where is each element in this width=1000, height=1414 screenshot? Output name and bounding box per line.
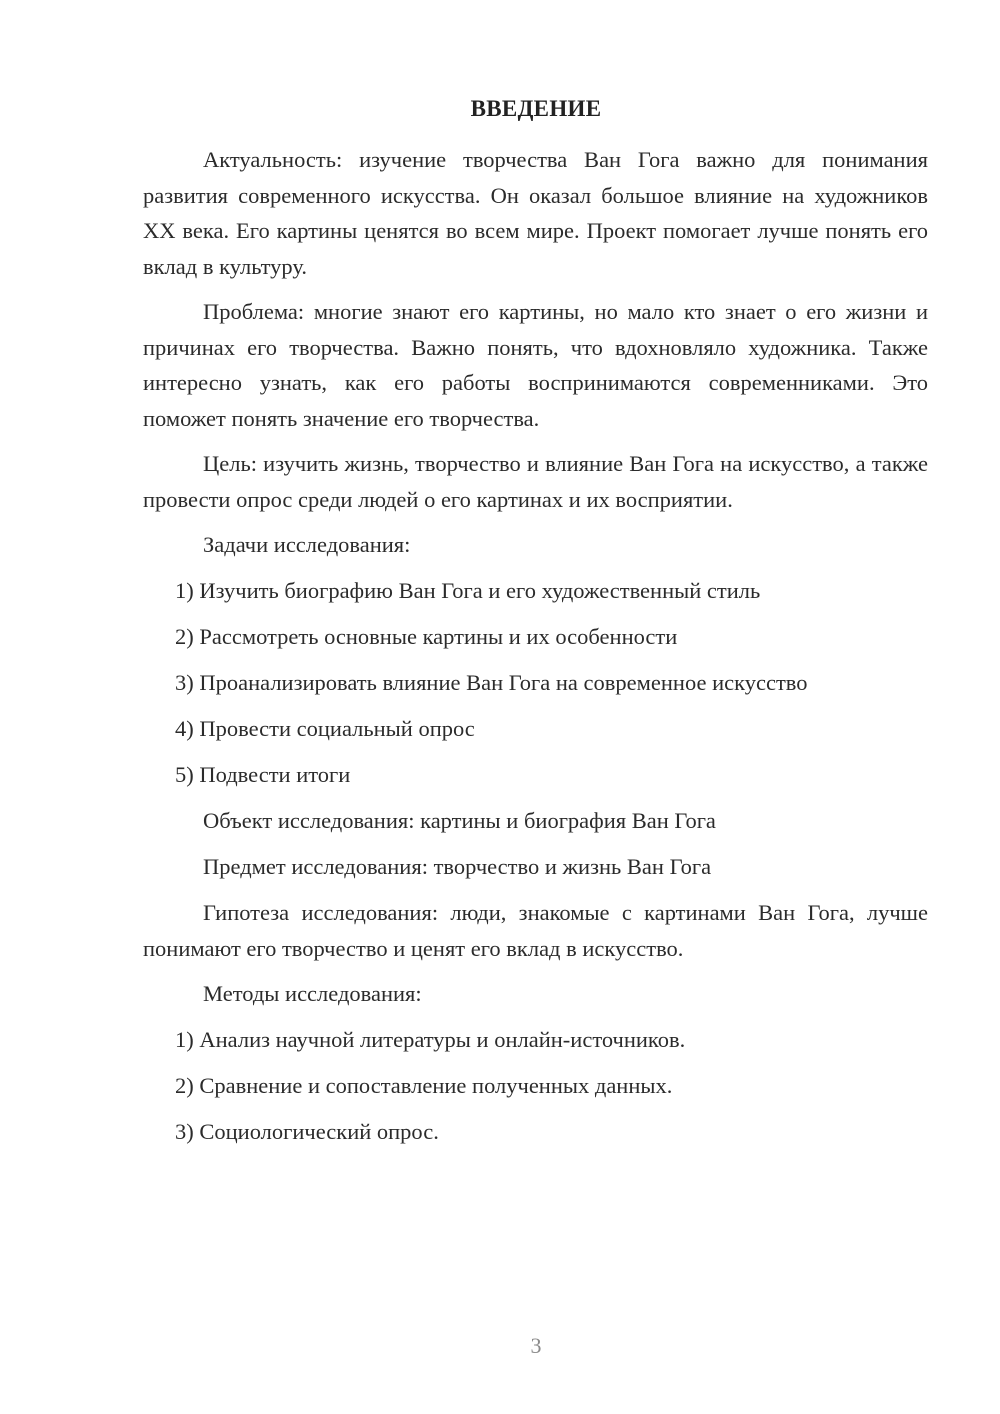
task-item: 4) Провести социальный опрос <box>175 716 475 741</box>
problem-paragraph: Проблема: многие знают его картины, но мало кто знает о его жизни и причинах его творчества. Важно понять, что вдохновляло художника. Также интересно узнать, как его работы воспринимаются современниками. Это поможет понять значение его творчества. <box>143 299 928 431</box>
research-object: Объект исследования: картины и биография Ван Гога <box>203 808 716 833</box>
method-item: 1) Анализ научной литературы и онлайн-источников. <box>175 1027 686 1052</box>
page-title: ВВЕДЕНИЕ <box>470 96 602 121</box>
task-item: 2) Рассмотреть основные картины и их особенности <box>175 624 678 649</box>
relevance-paragraph: Актуальность: изучение творчества Ван Гога важно для понимания развития современного искусства. Он оказал большое влияние на художников XX века. Его картины ценятся во всем мире. Проект помогает лучше понять его вклад в культуру. <box>143 147 928 279</box>
task-item: 1) Изучить биографию Ван Гога и его художественный стиль <box>175 578 761 603</box>
method-item: 2) Сравнение и сопоставление полученных данных. <box>175 1073 673 1098</box>
tasks-title: Задачи исследования: <box>203 532 411 557</box>
goal-paragraph: Цель: изучить жизнь, творчество и влияние Ван Гога на искусство, а также провести опрос среди людей о его картинах и их восприятии. <box>143 451 928 512</box>
methods-title: Методы исследования: <box>203 981 422 1006</box>
method-item: 3) Социологический опрос. <box>175 1119 439 1144</box>
research-subject: Предмет исследования: творчество и жизнь Ван Гога <box>203 854 712 879</box>
hypothesis-paragraph: Гипотеза исследования: люди, знакомые с картинами Ван Гога, лучше понимают его творчество и ценят его вклад в искусство. <box>143 900 928 961</box>
page-number: 3 <box>530 1333 542 1358</box>
document-body <box>143 142 928 1160</box>
task-item: 5) Подвести итоги <box>175 762 351 787</box>
task-item: 3) Проанализировать влияние Ван Гога на современное искусство <box>175 670 808 695</box>
